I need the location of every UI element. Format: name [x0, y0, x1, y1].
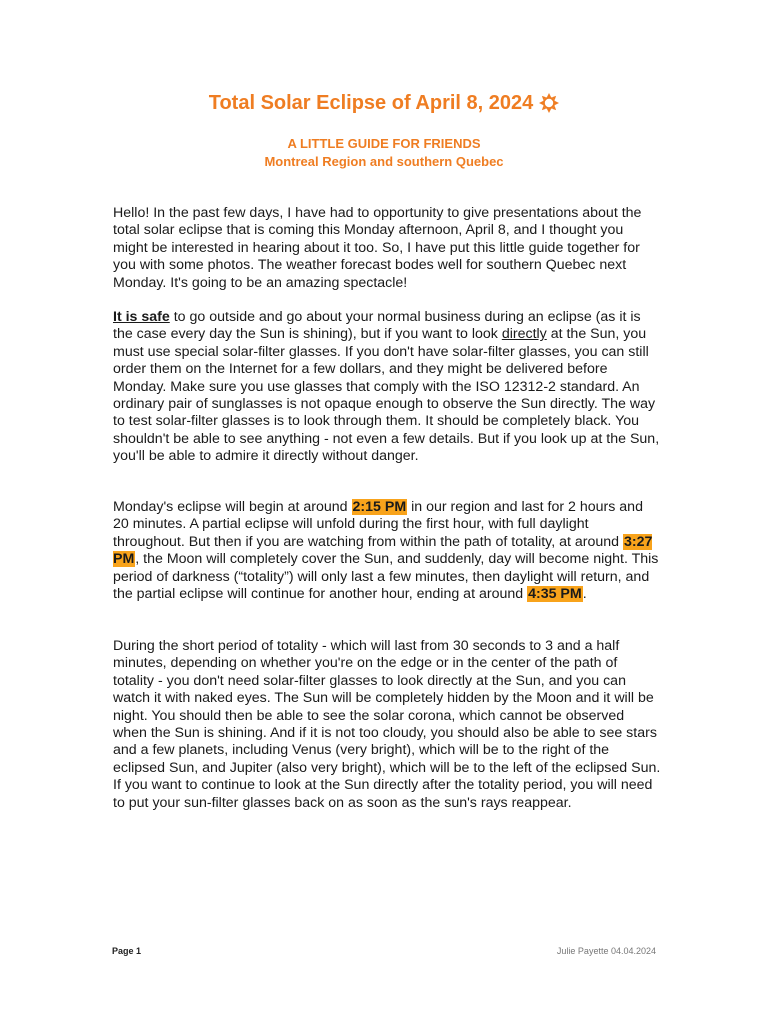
author-date: Julie Payette 04.04.2024 [556, 946, 656, 956]
page-number: Page 1 [112, 946, 142, 956]
safety-text-a: to go outside and go about your normal business during an eclipse (as it is the case every day the Sun is shining), but if you want to look [113, 309, 641, 343]
safety-paragraph [113, 309, 661, 466]
timing-paragraph [113, 499, 661, 603]
timing-text-a: Monday's eclipse will begin at around [113, 499, 352, 515]
timing-text-b: in our region and last for 2 hours and 20 minutes. A partial eclipse will unfold during the first hour, with full daylight throughout. But then if you are watching from within the path of totality, at around [113, 499, 643, 550]
subtitle-guide: A LITTLE GUIDE FOR FRIENDS [287, 136, 481, 151]
document-title [0, 92, 768, 119]
timing-text-c: , the Moon will completely cover the Sun, and suddenly, day will become night. This period of darkness (“totality”) will only last a few minutes, then daylight will return, and the partial eclipse will continue for another hour, ending at around [113, 551, 659, 603]
title-text: Total Solar Eclipse of April 8, 2024 [208, 92, 534, 114]
timing-text-d: . [582, 586, 587, 603]
it-is-safe-label: It is safe [113, 309, 170, 325]
directly-word: directly [501, 326, 547, 343]
totality-paragraph: During the short period of totality - which will last from 30 seconds to 3 and a half minutes, depending on whether you're on the edge or in the center of the path of totality - you don't need solar-filter glasses to look directly at the Sun, and you can watch it with naked eyes. The Sun will be completely hidden by the Moon and it will be night. You should then be able to see the solar corona, which cannot be observed when the Sun is shining. And if it is not too cloudy, you should also be able to see stars and a few planets, including Venus (very bright), which will be to the right of the eclipsed Sun, and Jupiter (also very bright), which will be to the left of the eclipsed Sun. If you want to continue to look at the Sun directly after the totality period, you will need to put your sun-filter glasses back on as soon as the sun's rays reappear. [113, 638, 661, 811]
end-time-highlight: 4:35 PM [528, 586, 582, 603]
start-time-highlight: 2:15 PM [352, 499, 407, 515]
intro-paragraph: Hello! In the past few days, I have had to opportunity to give presentations about the total solar eclipse that is coming this Monday afternoon, April 8, and I thought you might be interested in hearing about it too. So, I have put this little guide together for you with some photos. The weather forecast bodes well for southern Quebec next Monday. It's going to be an amazing spectacle! [113, 205, 642, 291]
subtitle-region: Montreal Region and southern Quebec [264, 154, 504, 169]
totality-time-highlight: 3:27 PM [113, 533, 653, 568]
safety-text-b: at the Sun, you must use special solar-filter glasses. If you don't have solar-filter glasses, you can still order them on the Internet for a few dollars, and they might be delivered before Monday. Make sure you use glasses that comply with the ISO 12312-2 standard. An ordinary pair of sunglasses is not opaque enough to observe the Sun directly. The way to test solar-filter glasses is to look through them. It should be completely black. You shouldn't be able to see anything - not even a few details. But if you look up at the Sun, you'll be able to admire it directly without danger. [113, 326, 660, 465]
sun-icon [539, 93, 559, 119]
